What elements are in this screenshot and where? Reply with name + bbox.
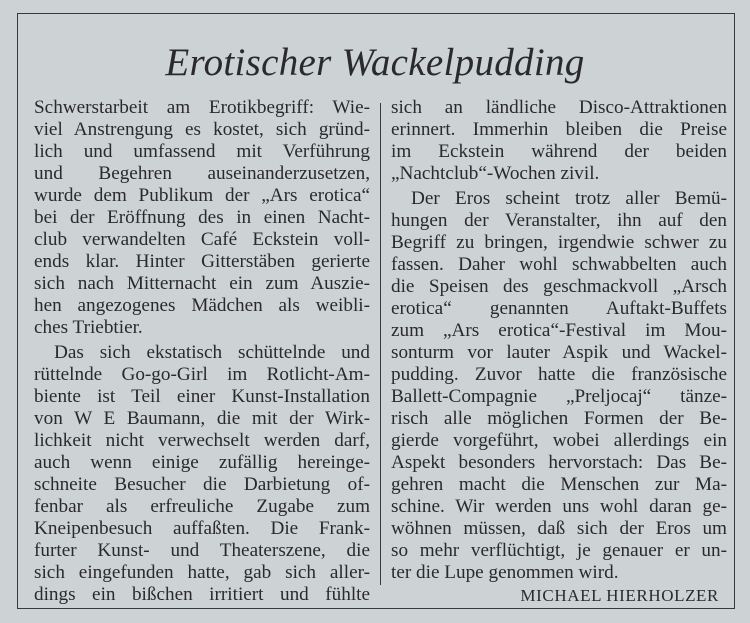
text-line: die Speisen des geschmackvoll „Arsch (391, 276, 727, 297)
text-line: im Eckstein während der beiden (391, 141, 727, 162)
text-line: ends klar. Hinter Gitterstäben gerierte (34, 251, 370, 272)
text-line: „Nachtclub“-Wochen zivil. (391, 163, 600, 184)
text-line: erinnert. Immerhin bleiben die Preise (391, 119, 727, 140)
text-line: lich und umfassend mit Verführung (34, 141, 370, 162)
text-line: ches Triebtier. (34, 317, 143, 338)
right-column (391, 97, 727, 607)
text-line: hungen der Veranstalter, ihn auf den (391, 210, 727, 231)
text-line: bei der Eröffnung des in einen Nacht- (34, 207, 370, 228)
text-line: Begriff zu bringen, irgendwie schwer zu (391, 232, 727, 253)
text-line: wurde dem Publikum der „Ars erotica“ (34, 185, 370, 206)
text-line: wöhnen müssen, daß sich der Eros um (391, 518, 727, 539)
text-line: erotica“ genannten Auftakt-Buffets (391, 298, 727, 319)
text-line: fassen. Daher wohl schwabbelten auch (391, 254, 727, 275)
text-line: und Begehren auseinanderzusetzen, (34, 163, 370, 184)
text-line: auch wenn einige zufällig hereinge- (34, 452, 370, 473)
text-line: risch alle möglichen Formen der Be- (391, 408, 727, 429)
text-line: rüttelnde Go-go-Girl im Rotlicht-Am- (34, 364, 370, 385)
text-line: viel Anstrengung es kostet, sich gründ- (34, 119, 370, 140)
text-line: Schwerstarbeit am Erotikbegriff: Wie- (34, 97, 370, 118)
text-line: so mehr verflüchtigt, je genauer er un- (391, 540, 727, 561)
text-line: pudding. Zuvor hatte die französische (391, 364, 727, 385)
text-line: gierde vorgeführt, wobei allerdings ein (391, 430, 727, 451)
column-divider (380, 103, 381, 585)
text-line: Kneipenbesuch auffaßten. Die Frank- (34, 518, 370, 539)
text-line: zum „Ars erotica“-Festival im Mou- (391, 320, 727, 341)
text-line: Ballett-Compagnie „Preljocaj“ tänze- (391, 386, 727, 407)
text-line: gehren macht die Menschen zur Ma- (391, 474, 727, 495)
text-line: sich nach Mitternacht ein zum Auszie- (34, 273, 370, 294)
text-line: dings ein bißchen irritiert und fühlte (34, 584, 370, 605)
text-line: hen angezogenes Mädchen als weibli- (34, 295, 370, 316)
text-line: furter Kunst- und Theaterszene, die (34, 540, 370, 561)
text-line: sonturm vor lauter Aspik und Wackel- (391, 342, 727, 363)
text-line: club verwandelten Café Eckstein voll- (34, 229, 370, 250)
text-line: schneite Besucher die Darbietung of- (34, 474, 370, 495)
left-column (34, 97, 370, 606)
article-title: Erotischer Wackelpudding (165, 41, 585, 84)
text-line: von W E Baumann, die mit der Wirk- (34, 408, 370, 429)
text-line: sich an ländliche Disco-Attraktionen (391, 97, 727, 118)
author-byline: MICHAEL HIERHOLZER (520, 586, 719, 605)
text-line: lichkeit nicht verwechselt werden darf, (34, 430, 370, 451)
text-line: ter die Lupe genommen wird. (391, 562, 619, 583)
text-line: sich eingefunden hatte, gab sich aller- (34, 562, 370, 583)
text-line: biente ist Teil einer Kunst-Installation (34, 386, 370, 407)
text-line: Das sich ekstatisch schüttelnde und (54, 342, 370, 363)
text-line: schine. Wir werden uns wohl daran ge- (391, 496, 727, 517)
text-line: fenbar als erfreuliche Zugabe zum (34, 496, 370, 517)
text-line: Der Eros scheint trotz aller Bemü- (411, 188, 727, 209)
text-line: Aspekt besonders hervorstach: Das Be- (391, 452, 727, 473)
